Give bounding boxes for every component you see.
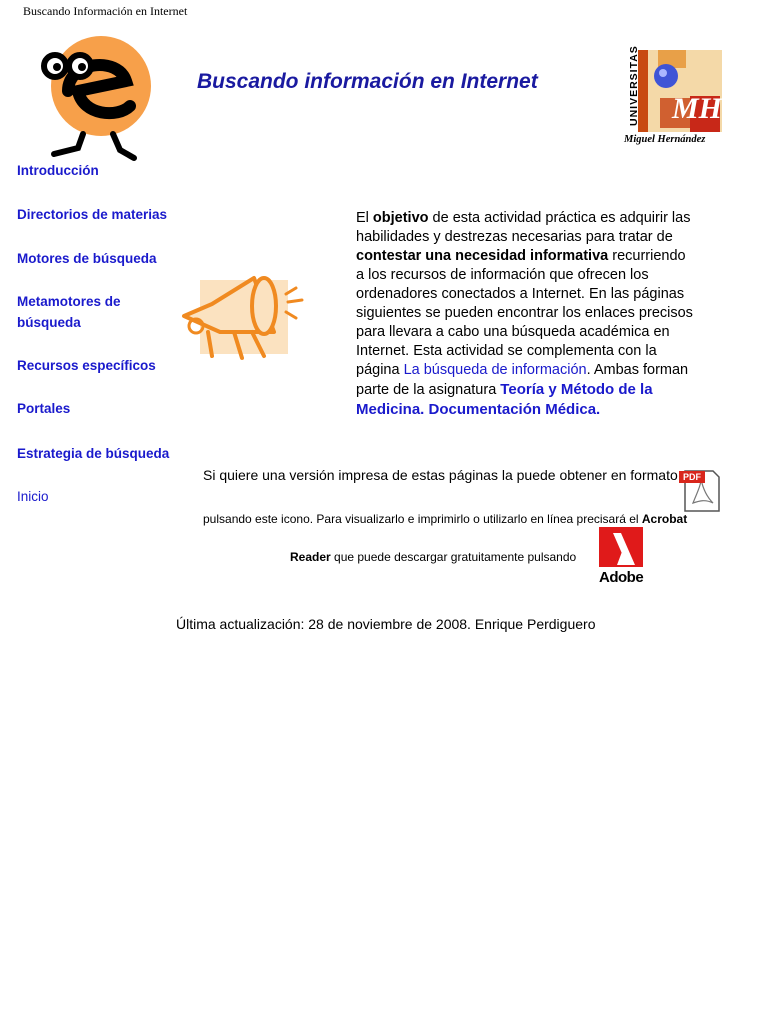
nav-recursos-especificos[interactable]: Recursos específicos: [17, 358, 156, 373]
intro-paragraph: [356, 209, 696, 420]
intro-text: de esta actividad práctica es adquirir las habilidades y destrezas necesarias para tratar de: [356, 210, 691, 245]
last-update: Última actualización: 28 de noviembre de 2008. Enrique Perdiguero: [176, 616, 596, 632]
acrobat-text: Acrobat: [641, 512, 688, 526]
page-title: Buscando información en Internet: [197, 70, 538, 93]
pdf-badge: PDF: [679, 471, 705, 483]
nav-directorios-de-materias[interactable]: Directorios de materias: [17, 207, 168, 222]
pdf-notice-line2: [203, 512, 687, 526]
nav-introduccion[interactable]: Introducción: [17, 163, 99, 178]
intro-text: . Ambas forman parte de la asignatura: [356, 362, 689, 398]
logo-mh-text: MH: [672, 92, 723, 125]
intro-bold-objetivo: objetivo: [372, 210, 429, 226]
nav-motores-de-busqueda[interactable]: Motores de búsqueda: [17, 251, 157, 266]
nav-portales[interactable]: Portales: [17, 401, 71, 416]
intro-text: El: [356, 210, 373, 226]
subject-name: Teoría y Método de la Medicina. Documentación Médica.: [356, 381, 653, 418]
megaphone-icon: [178, 270, 306, 366]
university-logo: [620, 46, 728, 150]
pdf-notice-line1: Si quiere una versión impresa de estas páginas la puede obtener en formato: [203, 467, 678, 483]
pdf-notice-line2-text: pulsando este icono. Para visualizarlo e imprimirlo o utilizarlo en línea precisará el: [203, 512, 639, 526]
intro-bold-necesidad: contestar una necesidad informativa: [356, 248, 609, 264]
link-busqueda-de-informacion[interactable]: La búsqueda de información: [403, 362, 587, 378]
logo-vertical-text: UNIVERSITAS: [628, 45, 640, 126]
pdf-download-icon[interactable]: [679, 469, 721, 513]
logo-bottom-text: Miguel Hernández: [624, 134, 706, 145]
nav-estrategia-de-busqueda[interactable]: Estrategia de búsqueda: [17, 446, 170, 461]
e-mascot-logo: [38, 36, 156, 162]
pdf-notice-line3: [290, 550, 576, 564]
nav-metamotores-de-busqueda[interactable]: Metamotores de búsqueda: [17, 294, 121, 330]
nav-inicio[interactable]: Inicio: [17, 489, 49, 504]
adobe-label: Adobe: [599, 569, 644, 586]
intro-text: recurriendo a los recursos de información que ofrecen los ordenadores conectados a Internet. En las páginas siguientes se pueden encontrar los enlaces precisos para llevara a cabo una búsqueda académica en Internet. Esta actividad se complementa con la página: [356, 248, 693, 378]
adobe-logo-icon[interactable]: [599, 527, 645, 589]
pdf-notice-line3-text: que puede descargar gratuitamente pulsando: [330, 550, 577, 564]
print-header: Buscando Información en Internet: [23, 4, 188, 18]
reader-text: Reader: [290, 550, 331, 564]
